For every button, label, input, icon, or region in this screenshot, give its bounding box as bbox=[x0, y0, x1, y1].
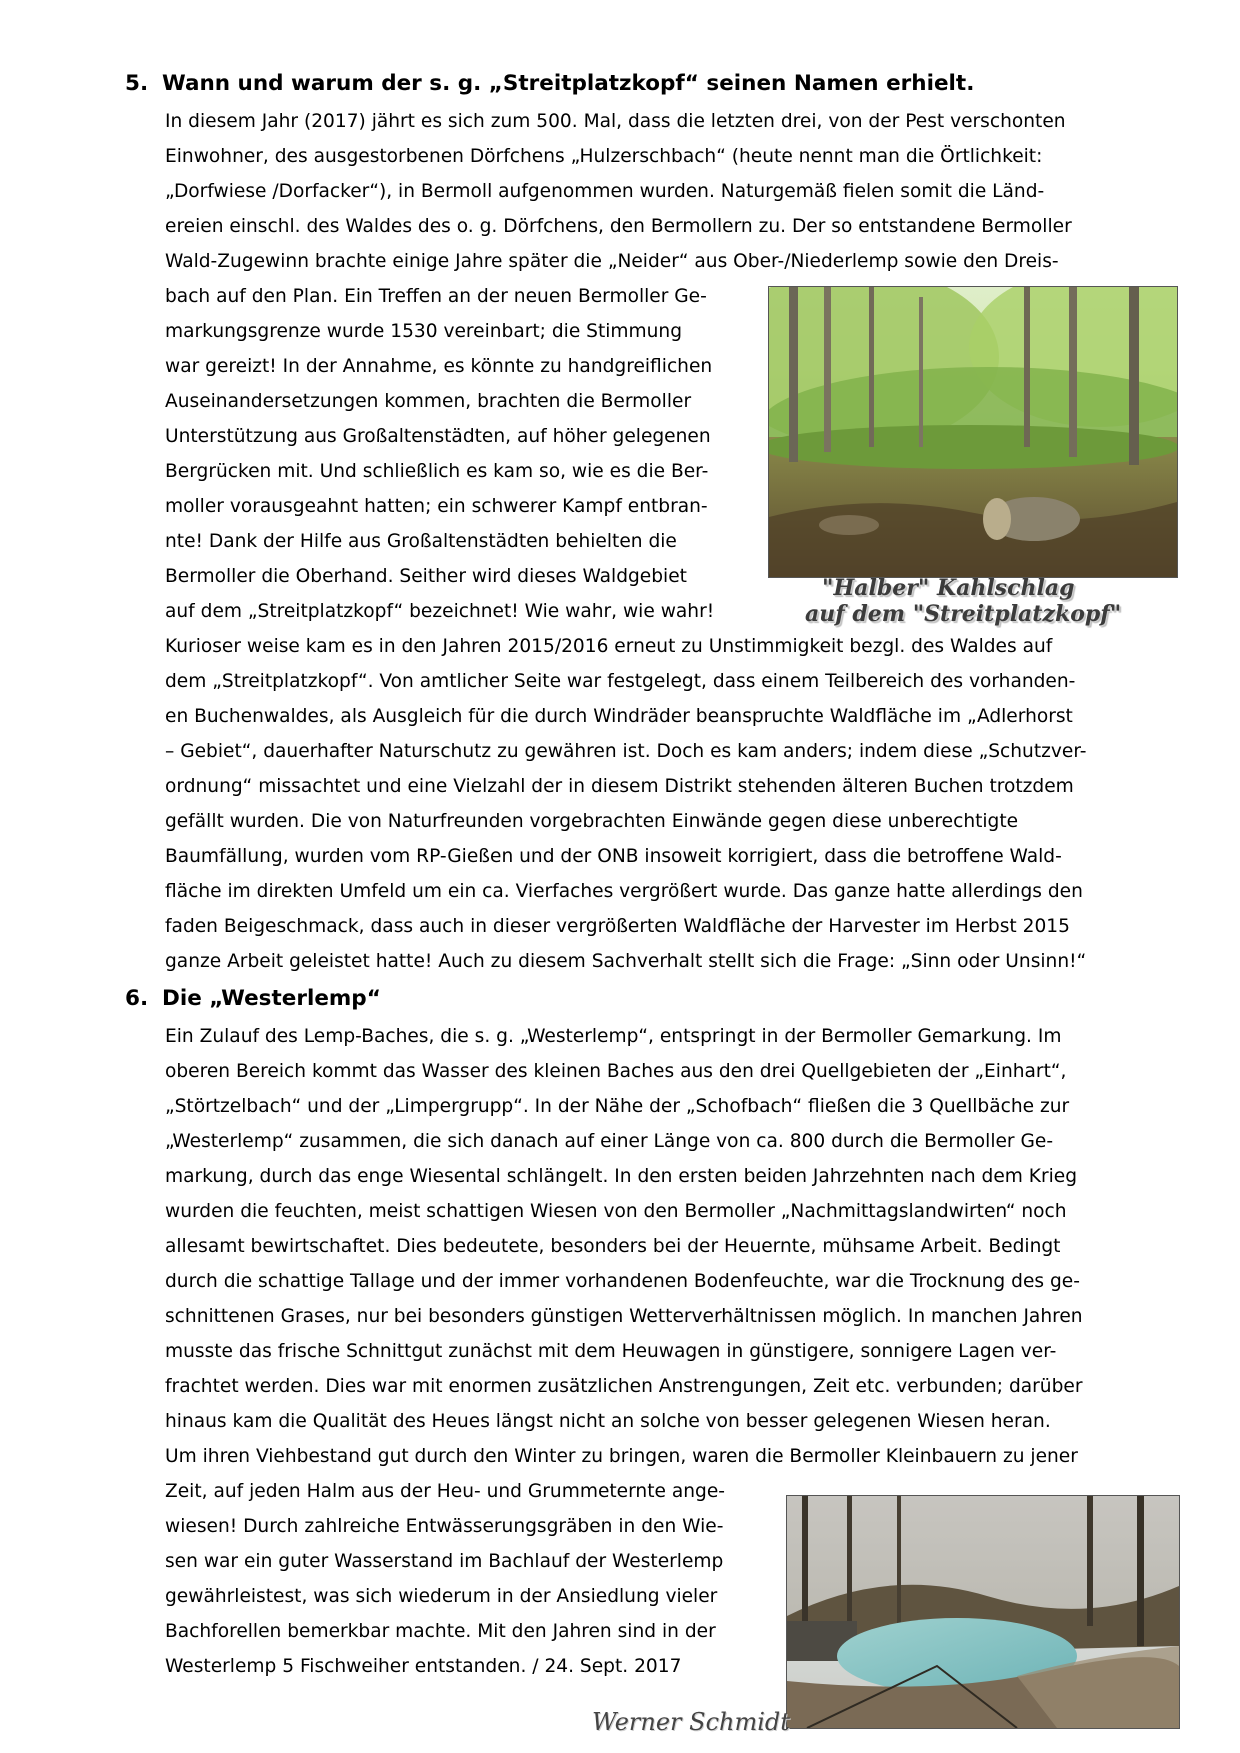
text-line: ordnung“ missachtet und eine Vielzahl der in diesem Distrikt stehenden älteren Buchen trotzdem bbox=[165, 776, 1074, 797]
forest-photo-illustration bbox=[769, 287, 1177, 577]
photo-caption-line: "Halber" Kahlschlag bbox=[822, 575, 1075, 601]
text-line: war gereizt! In der Annahme, es könnte zu handgreiflichen bbox=[165, 356, 713, 377]
text-line: Baumfällung, wurden vom RP-Gießen und der ONB insoweit korrigiert, dass die betroffene Wald- bbox=[165, 846, 1062, 867]
section-5-continued bbox=[165, 629, 1087, 979]
section-5-wrapped-text bbox=[165, 279, 714, 629]
text-line: „Dorfwiese /Dorfacker“), in Bermoll aufgenommen wurden. Naturgemäß fielen somit die Länd- bbox=[165, 181, 1045, 202]
text-line: nte! Dank der Hilfe aus Großaltenstädten behielten die bbox=[165, 531, 677, 552]
text-line: oberen Bereich kommt das Wasser des kleinen Baches aus den drei Quellgebieten der „Einhart“, bbox=[165, 1061, 1067, 1082]
text-line: ganze Arbeit geleistet hatte! Auch zu diesem Sachverhalt stellt sich die Frage: „Sinn oder Unsinn!“ bbox=[165, 951, 1087, 972]
photo-caption-line: auf dem "Streitplatzkopf" bbox=[805, 601, 1122, 627]
author-signature: Werner Schmidt bbox=[592, 1708, 790, 1736]
text-line: „Störtzelbach“ und der „Limpergrupp“. In der Nähe der „Schofbach“ fließen die 3 Quellbäche zur bbox=[165, 1096, 1070, 1117]
text-line: Kurioser weise kam es in den Jahren 2015/2016 erneut zu Unstimmigkeit bezgl. des Waldes auf bbox=[165, 636, 1053, 657]
section-number: 6. bbox=[125, 986, 149, 1011]
text-line: wurden die feuchten, meist schattigen Wiesen von den Bermoller „Nachmittagslandwirten“ noch bbox=[165, 1201, 1067, 1222]
text-line: gewährleistest, was sich wiederum in der Ansiedlung vieler bbox=[165, 1586, 718, 1607]
text-line: bach auf den Plan. Ein Treffen an der neuen Bermoller Ge- bbox=[165, 286, 707, 307]
text-line: frachtet werden. Dies war mit enormen zusätzlichen Anstrengungen, Zeit etc. verbunden; darüber bbox=[165, 1376, 1083, 1397]
text-line: wiesen! Durch zahlreiche Entwässerungsgräben in den Wie- bbox=[165, 1516, 724, 1537]
text-line: Bergrücken mit. Und schließlich es kam so, wie es die Ber- bbox=[165, 461, 709, 482]
text-line: Um ihren Viehbestand gut durch den Winter zu bringen, waren die Bermoller Kleinbauern zu jener bbox=[165, 1446, 1078, 1467]
section-6-wrapped-text bbox=[165, 1474, 725, 1684]
section-6-heading bbox=[125, 985, 381, 1013]
text-line: sen war ein guter Wasserstand im Bachlauf der Westerlemp bbox=[165, 1551, 724, 1572]
section-title: Wann und warum der s. g. „Streitplatzkopf“ seinen Namen erhielt. bbox=[162, 71, 975, 96]
text-line: Westerlemp 5 Fischweiher entstanden. / 24. Sept. 2017 bbox=[165, 1656, 682, 1677]
text-line: Ein Zulauf des Lemp-Baches, die s. g. „Westerlemp“, entspringt in der Bermoller Gemarkung. Im bbox=[165, 1026, 1062, 1047]
text-line: Bermoller die Oberhand. Seither wird dieses Waldgebiet bbox=[165, 566, 687, 587]
text-line: markung, durch das enge Wiesental schlängelt. In den ersten beiden Jahrzehnten nach dem Krieg bbox=[165, 1166, 1078, 1187]
text-line: „Westerlemp“ zusammen, die sich danach auf einer Länge von ca. 800 durch die Bermoller Ge- bbox=[165, 1131, 1054, 1152]
text-line: ereien einschl. des Waldes des o. g. Dörfchens, den Bermollern zu. Der so entstandene Bermoller bbox=[165, 216, 1072, 237]
text-line: moller vorausgeahnt hatten; ein schwerer Kampf entbran- bbox=[165, 496, 708, 517]
text-line: hinaus kam die Qualität des Heues längst nicht an solche von besser gelegenen Wiesen heran. bbox=[165, 1411, 1051, 1432]
text-line: Wald-Zugewinn brachte einige Jahre später die „Neider“ aus Ober-/Niederlemp sowie den Dreis- bbox=[165, 251, 1059, 272]
fish-pond-photo bbox=[786, 1495, 1180, 1729]
section-title: Die „Westerlemp“ bbox=[162, 986, 381, 1011]
text-line: allesamt bewirtschaftet. Dies bedeutete, besonders bei der Heuernte, mühsame Arbeit. Bedingt bbox=[165, 1236, 1061, 1257]
section-5-intro bbox=[165, 104, 1072, 279]
text-line: – Gebiet“, dauerhafter Naturschutz zu gewähren ist. Doch es kam anders; indem diese „Schutzver- bbox=[165, 741, 1087, 762]
text-line: Einwohner, des ausgestorbenen Dörfchens „Hulzerschbach“ (heute nennt man die Örtlichkeit: bbox=[165, 146, 1043, 167]
text-line: markungsgrenze wurde 1530 vereinbart; die Stimmung bbox=[165, 321, 683, 342]
text-line: gefällt wurden. Die von Naturfreunden vorgebrachten Einwände gegen diese unberechtigte bbox=[165, 811, 1019, 832]
text-line: en Buchenwaldes, als Ausgleich für die durch Windräder beanspruchte Waldfläche im „Adlerhorst bbox=[165, 706, 1073, 727]
section-6-intro bbox=[165, 1019, 1083, 1474]
text-line: schnittenen Grases, nur bei besonders günstigen Wetterverhältnissen möglich. In manchen Jahren bbox=[165, 1306, 1083, 1327]
pond-photo-illustration bbox=[787, 1496, 1179, 1728]
text-line: Unterstützung aus Großaltenstädten, auf höher gelegenen bbox=[165, 426, 711, 447]
text-line: faden Beigeschmack, dass auch in dieser vergrößerten Waldfläche der Harvester im Herbst 2015 bbox=[165, 916, 1070, 937]
section-number: 5. bbox=[125, 71, 149, 96]
text-line: dem „Streitplatzkopf“. Von amtlicher Seite war festgelegt, dass einem Teilbereich des vorhanden- bbox=[165, 671, 1076, 692]
text-line: In diesem Jahr (2017) jährt es sich zum 500. Mal, dass die letzten drei, von der Pest verschonten bbox=[165, 111, 1066, 132]
text-line: durch die schattige Tallage und der immer vorhandenen Bodenfeuchte, war die Trocknung des ge- bbox=[165, 1271, 1080, 1292]
forest-clearing-photo bbox=[768, 286, 1178, 578]
text-line: Auseinandersetzungen kommen, brachten die Bermoller bbox=[165, 391, 692, 412]
section-5-heading bbox=[125, 70, 974, 98]
text-line: Zeit, auf jeden Halm aus der Heu- und Grummeternte ange- bbox=[165, 1481, 725, 1502]
text-line: Bachforellen bemerkbar machte. Mit den Jahren sind in der bbox=[165, 1621, 716, 1642]
text-line: auf dem „Streitplatzkopf“ bezeichnet! Wie wahr, wie wahr! bbox=[165, 601, 715, 622]
text-line: musste das frische Schnittgut zunächst mit dem Heuwagen in günstigere, sonnigere Lagen ver- bbox=[165, 1341, 1057, 1362]
text-line: fläche im direkten Umfeld um ein ca. Vierfaches vergrößert wurde. Das ganze hatte allerdings den bbox=[165, 881, 1083, 902]
